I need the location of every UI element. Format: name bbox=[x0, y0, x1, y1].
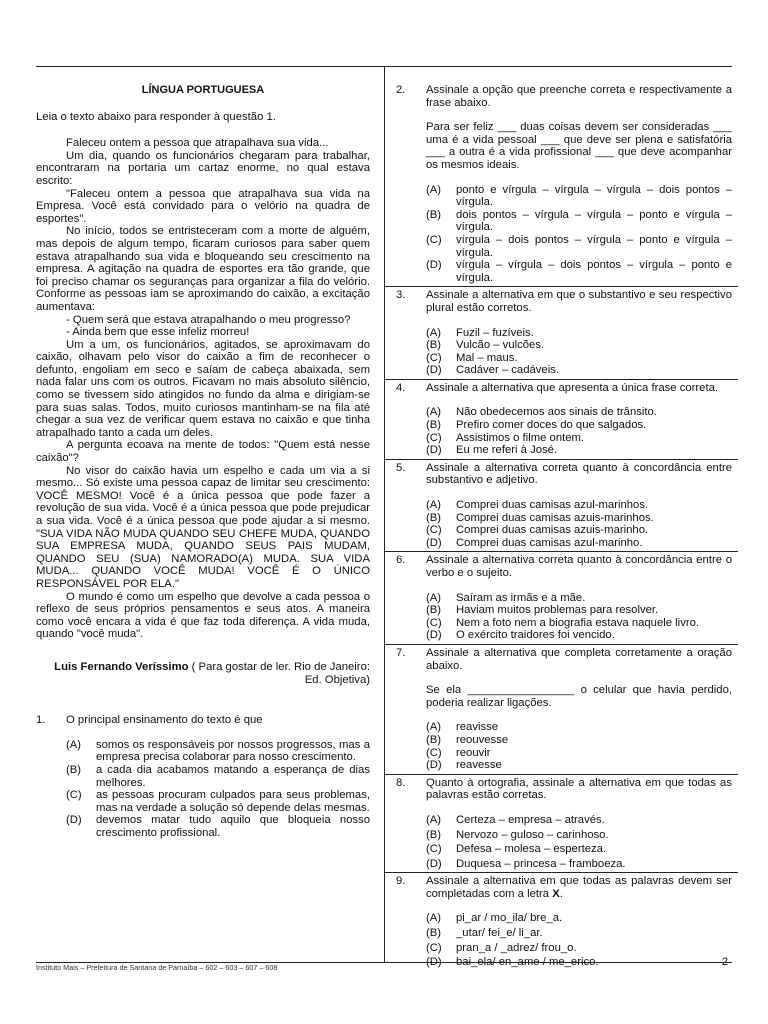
option-letter: (B) bbox=[66, 763, 82, 776]
text-paragraph: "Faleceu ontem a pessoa que atrapalhava sua vida na Empresa. Você está convidado para o velório na quadra de esportes". bbox=[36, 187, 370, 225]
text-paragraph: A pergunta ecoava na mente de todos: "Quem está nesse caixão"? bbox=[36, 439, 370, 465]
question-number: 2. bbox=[396, 84, 406, 96]
option-text: Fuzil – fuzíveis. bbox=[456, 326, 534, 339]
citation-source: ( Para gostar de ler. Rio de Janeiro: Ed. Objetiva) bbox=[188, 660, 370, 686]
question-stem: O principal ensinamento do texto é que bbox=[66, 714, 263, 727]
option-text: Vulcão – vulcões. bbox=[456, 339, 545, 352]
question-number: 1. bbox=[36, 714, 46, 727]
text-paragraph: O mundo é como um espelho que devolve a cada pessoa o reflexo de seus próprios pensamentos e seus atos. A maneira como você encara a vida é que faz toda diferença. A vida muda, quando "você muda". bbox=[36, 590, 370, 641]
question-number: 5. bbox=[396, 461, 406, 474]
option-text: Defesa – molesa – esperteza. bbox=[456, 843, 607, 856]
option-letter: (C) bbox=[426, 843, 442, 856]
option-text: bai_ela/ en_ame / me_erico. bbox=[456, 956, 599, 969]
answer-option bbox=[426, 209, 732, 234]
question-number: 3. bbox=[396, 289, 406, 302]
question-separator bbox=[384, 379, 738, 380]
option-text: Saíram as irmãs e a mãe. bbox=[456, 591, 586, 604]
citation-author: Luis Fernando Veríssimo bbox=[54, 660, 189, 673]
question-separator bbox=[384, 459, 738, 460]
answer-option bbox=[426, 339, 732, 352]
question-stem-text: Assinale a alternativa em que todas as palavras devem ser completadas com a letra bbox=[426, 875, 732, 900]
option-letter: (D) bbox=[426, 364, 442, 377]
option-text: Mal – maus. bbox=[456, 351, 518, 364]
question-sentence: Para ser feliz ___ duas coisas devem ser consideradas ___ uma é a vida pessoal ___ que deve ser plena e satisfatória ___ a outra é a vida profissional ___ que deve acompanhar os mesmos ideais. bbox=[426, 121, 732, 171]
option-letter: (B) bbox=[426, 339, 442, 352]
option-letter: (D) bbox=[66, 814, 82, 827]
option-text: Haviam muitos problemas para resolver. bbox=[456, 604, 659, 617]
answer-option bbox=[426, 259, 732, 284]
answer-option bbox=[426, 829, 732, 842]
answer-option bbox=[426, 524, 732, 537]
answer-option bbox=[426, 327, 732, 340]
option-letter: (A) bbox=[426, 499, 442, 512]
text-paragraph: Faleceu ontem a pessoa que atrapalhava sua vida... bbox=[66, 137, 329, 150]
question-stem: Assinale a alternativa em que o substantivo e seu respectivo plural estão corretos. bbox=[426, 289, 732, 314]
option-letter: (C) bbox=[426, 431, 442, 444]
question-number: 4. bbox=[396, 381, 406, 394]
option-text: Não obedecemos aos sinais de trânsito. bbox=[456, 406, 657, 419]
question-stem bbox=[426, 875, 732, 900]
question-stem-letter: X bbox=[552, 887, 560, 900]
option-letter: (A) bbox=[426, 721, 442, 734]
option-text: vírgula – dois pontos – vírgula – ponto e vírgula – vírgula. bbox=[456, 233, 732, 259]
answer-option bbox=[426, 592, 732, 605]
question-stem: Assinale a alternativa que apresenta a única frase correta. bbox=[426, 381, 719, 394]
right-column bbox=[396, 84, 732, 969]
question-2 bbox=[396, 84, 732, 284]
question-stem: Assinale a opção que preenche correta e respectivamente a frase abaixo. bbox=[426, 84, 732, 109]
option-letter: (A) bbox=[426, 406, 442, 419]
footer-text: Instituto Mais – Prefeitura de Santana de Parnaíba – 602 – 603 – 607 – 608 bbox=[36, 963, 278, 972]
option-text: Duquesa – princesa – framboeza. bbox=[456, 857, 626, 870]
page-number: 2 bbox=[721, 956, 728, 968]
option-letter: (D) bbox=[426, 956, 442, 969]
section-title: LÍNGUA PORTUGUESA bbox=[141, 84, 265, 96]
option-letter: (C) bbox=[426, 941, 442, 954]
left-column bbox=[36, 84, 370, 839]
answer-option bbox=[426, 814, 732, 827]
option-text: _utar/ fei_e/ li_ar. bbox=[456, 927, 543, 940]
option-letter: (D) bbox=[426, 259, 442, 272]
answer-option bbox=[66, 814, 370, 839]
question-sentence: Se ela _________________ o celular que havia perdido, poderia realizar ligações. bbox=[426, 684, 732, 709]
dialogue-line: - Ainda bem que esse infeliz morreu! bbox=[66, 326, 250, 339]
option-letter: (C) bbox=[426, 746, 442, 759]
option-letter: (D) bbox=[426, 759, 442, 772]
option-text: dois pontos – vírgula – vírgula – ponto e vírgula – vírgula. bbox=[456, 208, 732, 234]
option-letter: (A) bbox=[426, 813, 442, 826]
question-number: 9. bbox=[396, 875, 406, 888]
option-text: devemos matar tudo aquilo que bloqueia nosso crescimento profissional. bbox=[96, 814, 370, 839]
option-letter: (A) bbox=[426, 591, 442, 604]
option-text: ponto e vírgula – vírgula – vírgula – dois pontos – vírgula. bbox=[456, 183, 732, 209]
answer-option bbox=[426, 927, 732, 940]
answer-option bbox=[426, 942, 732, 955]
option-text: vírgula – vírgula – dois pontos – vírgula – ponto e vírgula. bbox=[456, 259, 732, 284]
question-stem: Assinale a alternativa correta quanto à concordância entre o verbo e o sujeito. bbox=[426, 554, 732, 579]
answer-option bbox=[426, 912, 732, 925]
question-separator bbox=[384, 872, 738, 873]
option-text: Nem a foto nem a biografia estava naquele livro. bbox=[456, 616, 700, 629]
answer-option bbox=[426, 352, 732, 365]
answer-option bbox=[426, 759, 732, 772]
option-text: reouvir bbox=[456, 746, 491, 759]
question-number: 8. bbox=[396, 776, 406, 789]
answer-option bbox=[426, 234, 732, 259]
option-letter: (A) bbox=[426, 326, 442, 339]
option-text: pran_a / _adrez/ frou_o. bbox=[456, 941, 577, 954]
question-stem: Assinale a alternativa correta quanto à concordância entre substantivo e adjetivo. bbox=[426, 461, 732, 487]
citation bbox=[36, 661, 370, 686]
option-text: Certeza – empresa – através. bbox=[456, 813, 605, 826]
question-9 bbox=[396, 875, 732, 969]
answer-option bbox=[426, 499, 732, 512]
question-stem: Assinale a alternativa que completa corretamente a oração abaixo. bbox=[426, 646, 732, 672]
option-text: Comprei duas camisas azul-marinho. bbox=[456, 536, 643, 549]
option-letter: (D) bbox=[426, 857, 442, 870]
option-letter: (C) bbox=[426, 351, 442, 364]
answer-option bbox=[426, 184, 732, 209]
question-separator bbox=[384, 644, 738, 645]
answer-option bbox=[426, 956, 732, 969]
column-divider bbox=[384, 66, 385, 962]
answer-option bbox=[426, 858, 732, 871]
dialogue-line: - Quem será que estava atrapalhando o meu progresso? bbox=[66, 313, 351, 326]
option-letter: (B) bbox=[426, 208, 442, 221]
option-letter: (B) bbox=[426, 733, 442, 746]
question-number: 6. bbox=[396, 554, 406, 567]
question-5 bbox=[396, 462, 732, 550]
question-3 bbox=[396, 289, 732, 377]
text-paragraph: Um a um, os funcionários, agitados, se aproximavam do caixão, olhavam pelo visor do caixão a fim de reconhecer o defunto, engoliam em seco e saíam de cabeça abaixada, sem nada falar uns com os outros. Ficavam no mais absoluto silêncio, como se tivessem sido atingidos no fundo da alma e dirigiam-se para suas salas. Todos, muito curiosos mantinham-se na fila até chegar a sua vez de verificar quem estava no caixão e que tinha atrapalhado tanto a cada um deles. bbox=[36, 338, 370, 439]
option-text: Prefiro comer doces do que salgados. bbox=[456, 419, 647, 432]
option-text: reavesse bbox=[456, 759, 502, 772]
question-8 bbox=[396, 777, 732, 871]
answer-option bbox=[426, 444, 732, 457]
question-4 bbox=[396, 382, 732, 457]
answer-option bbox=[426, 617, 732, 630]
answer-option bbox=[426, 537, 732, 550]
answer-option bbox=[66, 764, 370, 789]
option-letter: (D) bbox=[426, 536, 442, 549]
answer-option bbox=[426, 364, 732, 377]
option-letter: (B) bbox=[426, 828, 442, 841]
question-stem-end: . bbox=[559, 887, 563, 900]
option-text: O exército traidores foi vencido. bbox=[456, 629, 615, 642]
question-6 bbox=[396, 554, 732, 642]
option-text: reouvesse bbox=[456, 733, 509, 746]
option-text: Cadáver – cadáveis. bbox=[456, 364, 559, 377]
option-letter: (C) bbox=[426, 616, 442, 629]
answer-option bbox=[426, 432, 732, 445]
question-7 bbox=[396, 647, 732, 772]
answer-option bbox=[426, 419, 732, 432]
option-letter: (D) bbox=[426, 444, 442, 457]
answer-option bbox=[426, 604, 732, 617]
answer-option bbox=[426, 734, 732, 747]
text-paragraph: No visor do caixão havia um espelho e cada um via a si mesmo... Só existe uma pessoa capaz de limitar seu crescimento: VOCÊ MESMO! Você é a única pessoa que pode fazer a revolução de sua vida. Você é a única pessoa que pode prejudicar a sua vida. Você é a única pessoa que pode ajudar a si mesmo. "SUA VIDA NÃO MUDA QUANDO SEU CHEFE MUDA, QUANDO SUA EMPRESA MUDA, QUANDO SEUS PAIS MUDAM, QUANDO SEU (SUA) NAMORADO(A) MUDA. SUA VIDA MUDA... QUANDO VOCÊ MUDA! VOCÊ É O ÚNICO RESPONSÁVEL POR ELA." bbox=[36, 464, 370, 590]
question-1 bbox=[36, 714, 370, 839]
question-separator bbox=[384, 286, 738, 287]
answer-option bbox=[426, 843, 732, 856]
option-letter: (A) bbox=[426, 183, 442, 196]
question-stem: Quanto à ortografia, assinale a alternativa em que todas as palavras estão corretas. bbox=[426, 776, 732, 802]
option-text: a cada dia acabamos matando a esperança de dias melhores. bbox=[96, 763, 370, 789]
option-letter: (D) bbox=[426, 629, 442, 642]
answer-option bbox=[426, 721, 732, 734]
option-letter: (B) bbox=[426, 419, 442, 432]
option-letter: (B) bbox=[426, 511, 442, 524]
answer-option bbox=[426, 629, 732, 642]
option-letter: (C) bbox=[426, 524, 442, 537]
option-text: Comprei duas camisas azul-marinhos. bbox=[456, 499, 649, 512]
answer-option bbox=[426, 747, 732, 760]
text-paragraph: Um dia, quando os funcionários chegaram para trabalhar, encontraram na portaria um cartaz enorme, no qual estava escrito: bbox=[36, 149, 370, 187]
option-letter: (A) bbox=[426, 912, 442, 925]
answer-option bbox=[426, 406, 732, 419]
option-text: somos os responsáveis por nossos progressos, mas a empresa precisa colaborar para nosso crescimento. bbox=[96, 738, 370, 764]
answer-option bbox=[66, 789, 370, 814]
option-text: Nervozo – guloso – carinhoso. bbox=[456, 828, 609, 841]
answer-option bbox=[426, 512, 732, 525]
text-paragraph: No início, todos se entristeceram com a morte de alguém, mas depois de algum tempo, ficaram curiosos para saber quem estava atrapalhando sua vida e bloqueando seu crescimento na empresa. A agitação na quadra de esportes era tão grande, que foi preciso chamar os seguranças para organizar a fila do velório. Conforme as pessoas iam se aproximando do caixão, a excitação aumentava: bbox=[36, 225, 370, 313]
option-text: reavisse bbox=[456, 721, 499, 734]
answer-option bbox=[66, 739, 370, 764]
option-letter: (B) bbox=[426, 604, 442, 617]
option-letter: (B) bbox=[426, 927, 442, 940]
option-text: Eu me referi à José. bbox=[456, 444, 558, 457]
option-text: Comprei duas camisas azuis-marinho. bbox=[456, 524, 649, 537]
option-text: Assistimos o filme ontem. bbox=[456, 431, 585, 444]
option-letter: (C) bbox=[426, 233, 442, 246]
option-letter: (C) bbox=[66, 789, 82, 802]
option-text: Comprei duas camisas azuis-marinhos. bbox=[456, 511, 654, 524]
option-text: as pessoas procuram culpados para seus problemas, mas na verdade a solução só depende delas mesmas. bbox=[96, 789, 370, 814]
option-letter: (A) bbox=[66, 738, 82, 751]
question-number: 7. bbox=[396, 646, 406, 659]
option-text: pi_ar / mo_ila/ bre_a. bbox=[456, 912, 563, 925]
question-separator bbox=[384, 774, 738, 775]
intro-text: Leia o texto abaixo para responder à questão 1. bbox=[36, 110, 276, 123]
question-separator bbox=[384, 551, 738, 552]
